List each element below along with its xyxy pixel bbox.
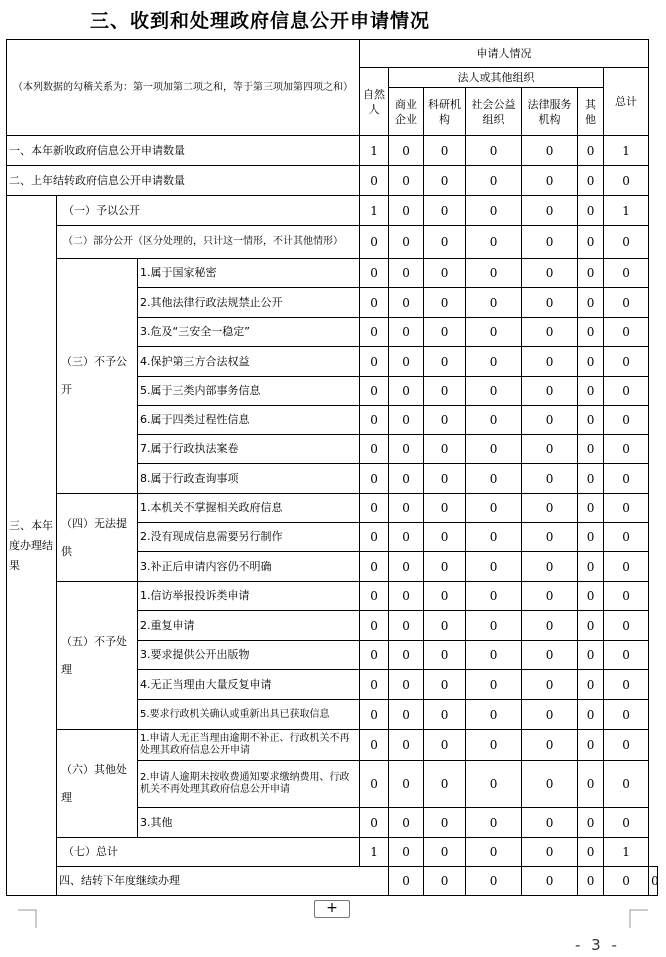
value-cell: 0 — [466, 808, 522, 838]
value-cell: 0 — [389, 523, 424, 552]
value-cell: 0 — [360, 288, 389, 318]
value-cell: 0 — [522, 259, 578, 288]
table-row — [7, 259, 658, 288]
value-cell: 0 — [522, 406, 578, 435]
value-cell: 0 — [389, 136, 424, 166]
value-cell: 0 — [578, 406, 604, 435]
value-cell: 0 — [360, 406, 389, 435]
header-natural: 自然人 — [360, 68, 389, 136]
value-cell: 0 — [466, 611, 522, 641]
value-cell: 0 — [389, 611, 424, 641]
value-cell: 0 — [360, 700, 389, 730]
value-cell: 0 — [466, 435, 522, 464]
value-cell: 0 — [604, 318, 649, 347]
value-cell: 0 — [522, 166, 578, 196]
value-cell: 0 — [424, 347, 466, 377]
value-cell: 0 — [389, 196, 424, 226]
value-cell: 0 — [360, 641, 389, 670]
value-cell: 0 — [466, 552, 522, 582]
value-cell: 1 — [604, 196, 649, 226]
value-cell: 0 — [649, 867, 658, 896]
value-cell: 0 — [389, 377, 424, 406]
row-label-g4-1: 1.本机关不掌握相关政府信息 — [138, 494, 360, 523]
value-cell: 0 — [424, 464, 466, 494]
value-cell: 0 — [604, 406, 649, 435]
value-cell: 0 — [424, 582, 466, 611]
value-cell: 0 — [522, 288, 578, 318]
header-legal-service: 法律服务机构 — [522, 88, 578, 136]
value-cell: 0 — [522, 347, 578, 377]
value-cell: 0 — [466, 670, 522, 700]
row-label-result: 三、本年度办理结果 — [7, 196, 57, 896]
value-cell: 0 — [360, 377, 389, 406]
value-cell: 0 — [389, 288, 424, 318]
table-row — [7, 494, 658, 523]
value-cell: 0 — [360, 523, 389, 552]
value-cell: 0 — [604, 641, 649, 670]
value-cell: 1 — [360, 136, 389, 166]
value-cell: 0 — [578, 196, 604, 226]
value-cell: 0 — [578, 523, 604, 552]
value-cell: 0 — [466, 318, 522, 347]
value-cell: 0 — [360, 435, 389, 464]
value-cell: 0 — [389, 406, 424, 435]
value-cell: 0 — [389, 838, 424, 867]
table-row — [7, 136, 658, 166]
row-label-g5-1: 1.信访举报投诉类申请 — [138, 582, 360, 611]
value-cell: 0 — [389, 867, 424, 896]
row-label-g4-3: 3.补正后申请内容仍不明确 — [138, 552, 360, 582]
value-cell: 0 — [389, 347, 424, 377]
page-number: - 3 - — [575, 936, 620, 954]
value-cell: 0 — [389, 166, 424, 196]
row-label-g3-8: 8.属于行政查询事项 — [138, 464, 360, 494]
row-label-g3-4: 4.保护第三方合法权益 — [138, 347, 360, 377]
value-cell: 0 — [522, 136, 578, 166]
table-row — [7, 730, 658, 761]
value-cell: 0 — [389, 464, 424, 494]
row-label-g3-5: 5.属于三类内部事务信息 — [138, 377, 360, 406]
row-label-g3-1: 1.属于国家秘密 — [138, 259, 360, 288]
value-cell: 0 — [389, 730, 424, 761]
value-cell: 0 — [360, 318, 389, 347]
value-cell: 0 — [604, 670, 649, 700]
header-social: 社会公益组织 — [466, 88, 522, 136]
value-cell: 0 — [389, 494, 424, 523]
value-cell: 0 — [522, 670, 578, 700]
corner-mark-icon — [18, 906, 40, 928]
add-button[interactable]: + — [314, 900, 350, 918]
table-row — [7, 867, 658, 896]
value-cell: 0 — [466, 761, 522, 808]
value-cell: 0 — [604, 494, 649, 523]
table-row — [7, 226, 658, 259]
value-cell: 0 — [578, 494, 604, 523]
table-row — [7, 196, 658, 226]
value-cell: 0 — [466, 259, 522, 288]
value-cell: 0 — [466, 523, 522, 552]
value-cell: 0 — [424, 552, 466, 582]
value-cell: 0 — [578, 259, 604, 288]
value-cell: 0 — [389, 435, 424, 464]
value-cell: 0 — [522, 464, 578, 494]
value-cell: 0 — [578, 867, 604, 896]
value-cell: 0 — [604, 288, 649, 318]
value-cell: 0 — [424, 166, 466, 196]
corner-mark-icon — [626, 906, 648, 928]
value-cell: 0 — [578, 435, 604, 464]
value-cell: 0 — [360, 670, 389, 700]
value-cell: 1 — [360, 838, 389, 867]
value-cell: 0 — [522, 523, 578, 552]
row-label-g3-3: 3.危及“三安全一稳定” — [138, 318, 360, 347]
value-cell: 0 — [424, 318, 466, 347]
value-cell: 0 — [578, 808, 604, 838]
value-cell: 1 — [604, 838, 649, 867]
value-cell: 0 — [424, 136, 466, 166]
value-cell: 0 — [424, 226, 466, 259]
value-cell: 1 — [604, 136, 649, 166]
row-label-carry-next: 四、结转下年度继续办理 — [57, 867, 389, 896]
row-label-carry: 二、上年结转政府信息公开申请数量 — [7, 166, 360, 196]
value-cell: 0 — [424, 670, 466, 700]
value-cell: 0 — [389, 552, 424, 582]
value-cell: 0 — [360, 347, 389, 377]
row-label-g7: （七）总计 — [57, 838, 360, 867]
value-cell: 0 — [466, 347, 522, 377]
value-cell: 0 — [578, 464, 604, 494]
value-cell: 0 — [466, 867, 522, 896]
row-label-g5-2: 2.重复申请 — [138, 611, 360, 641]
value-cell: 0 — [466, 582, 522, 611]
header-commercial: 商业企业 — [389, 88, 424, 136]
row-label-g5-4: 4.无正当理由大量反复申请 — [138, 670, 360, 700]
value-cell: 0 — [578, 611, 604, 641]
value-cell: 0 — [604, 435, 649, 464]
value-cell: 0 — [604, 377, 649, 406]
value-cell: 0 — [522, 838, 578, 867]
value-cell: 0 — [360, 226, 389, 259]
value-cell: 0 — [604, 700, 649, 730]
value-cell: 0 — [360, 552, 389, 582]
value-cell: 0 — [604, 611, 649, 641]
value-cell: 0 — [604, 523, 649, 552]
value-cell: 0 — [604, 259, 649, 288]
value-cell: 0 — [522, 730, 578, 761]
value-cell: 0 — [389, 761, 424, 808]
value-cell: 0 — [424, 761, 466, 808]
value-cell: 0 — [578, 838, 604, 867]
value-cell: 0 — [466, 406, 522, 435]
value-cell: 0 — [604, 347, 649, 377]
value-cell: 0 — [424, 259, 466, 288]
value-cell: 0 — [424, 730, 466, 761]
value-cell: 0 — [604, 808, 649, 838]
value-cell: 0 — [578, 288, 604, 318]
header-other: 其他 — [578, 88, 604, 136]
value-cell: 0 — [424, 867, 466, 896]
value-cell: 0 — [604, 761, 649, 808]
table-row — [7, 166, 658, 196]
page-title: 三、收到和处理政府信息公开申请情况 — [90, 10, 431, 32]
row-label-g3: （三）不予公开 — [57, 259, 138, 494]
value-cell: 0 — [604, 730, 649, 761]
value-cell: 0 — [522, 377, 578, 406]
row-label-g5: （五）不予处理 — [57, 582, 138, 730]
value-cell: 0 — [466, 730, 522, 761]
value-cell: 0 — [389, 670, 424, 700]
value-cell: 0 — [604, 166, 649, 196]
value-cell: 0 — [360, 464, 389, 494]
value-cell: 0 — [424, 838, 466, 867]
value-cell: 0 — [424, 435, 466, 464]
row-label-g3-2: 2.其他法律行政法规禁止公开 — [138, 288, 360, 318]
value-cell: 0 — [578, 166, 604, 196]
header-applicant: 申请人情况 — [360, 40, 649, 68]
value-cell: 0 — [466, 136, 522, 166]
value-cell: 0 — [424, 288, 466, 318]
value-cell: 0 — [604, 582, 649, 611]
value-cell: 0 — [522, 808, 578, 838]
value-cell: 0 — [578, 761, 604, 808]
value-cell: 0 — [466, 166, 522, 196]
value-cell: 0 — [522, 552, 578, 582]
value-cell: 0 — [389, 582, 424, 611]
value-cell: 0 — [578, 700, 604, 730]
value-cell: 0 — [360, 761, 389, 808]
value-cell: 0 — [360, 611, 389, 641]
row-label-g6-3: 3.其他 — [138, 808, 360, 838]
value-cell: 0 — [466, 288, 522, 318]
value-cell: 0 — [466, 838, 522, 867]
value-cell: 0 — [389, 318, 424, 347]
value-cell: 0 — [522, 641, 578, 670]
value-cell: 0 — [578, 318, 604, 347]
value-cell: 0 — [424, 494, 466, 523]
value-cell: 0 — [604, 226, 649, 259]
row-label-g6-1: 1.申请人无正当理由逾期不补正、行政机关不再处理其政府信息公开申请 — [138, 730, 360, 761]
value-cell: 0 — [604, 867, 649, 896]
value-cell: 0 — [578, 377, 604, 406]
row-label-g1: （一）予以公开 — [57, 196, 360, 226]
value-cell: 0 — [604, 552, 649, 582]
value-cell: 0 — [604, 464, 649, 494]
value-cell: 0 — [424, 196, 466, 226]
value-cell: 0 — [522, 761, 578, 808]
header-total: 总计 — [604, 68, 649, 136]
value-cell: 0 — [578, 226, 604, 259]
row-label-g4-2: 2.没有现成信息需要另行制作 — [138, 523, 360, 552]
table-row — [7, 582, 658, 611]
value-cell: 0 — [522, 494, 578, 523]
value-cell: 0 — [578, 347, 604, 377]
value-cell: 0 — [578, 552, 604, 582]
value-cell: 0 — [424, 523, 466, 552]
row-label-g5-5: 5.要求行政机关确认或重新出具已获取信息 — [138, 700, 360, 730]
value-cell: 0 — [424, 611, 466, 641]
row-label-g3-7: 7.属于行政执法案卷 — [138, 435, 360, 464]
value-cell: 0 — [360, 730, 389, 761]
value-cell: 0 — [360, 259, 389, 288]
value-cell: 0 — [389, 808, 424, 838]
value-cell: 0 — [466, 196, 522, 226]
value-cell: 0 — [424, 808, 466, 838]
value-cell: 0 — [466, 494, 522, 523]
value-cell: 0 — [522, 611, 578, 641]
row-label-g4: （四）无法提供 — [57, 494, 138, 582]
row-label-g6: （六）其他处理 — [57, 730, 138, 838]
value-cell: 0 — [578, 582, 604, 611]
value-cell: 0 — [424, 641, 466, 670]
row-label-g5-3: 3.要求提供公开出版物 — [138, 641, 360, 670]
value-cell: 0 — [522, 196, 578, 226]
row-label-g3-6: 6.属于四类过程性信息 — [138, 406, 360, 435]
value-cell: 0 — [424, 377, 466, 406]
value-cell: 0 — [466, 700, 522, 730]
value-cell: 0 — [389, 226, 424, 259]
value-cell: 0 — [360, 494, 389, 523]
value-cell: 0 — [578, 730, 604, 761]
value-cell: 0 — [522, 582, 578, 611]
row-label-new: 一、本年新收政府信息公开申请数量 — [7, 136, 360, 166]
value-cell: 0 — [522, 700, 578, 730]
header-research: 科研机构 — [424, 88, 466, 136]
value-cell: 0 — [466, 377, 522, 406]
row-label-g6-2: 2.申请人逾期未按收费通知要求缴纳费用、行政机关不再处理其政府信息公开申请 — [138, 761, 360, 808]
table-row — [7, 838, 658, 867]
value-cell: 0 — [389, 259, 424, 288]
value-cell: 0 — [578, 641, 604, 670]
value-cell: 0 — [466, 464, 522, 494]
value-cell: 0 — [578, 136, 604, 166]
value-cell: 0 — [389, 641, 424, 670]
value-cell: 0 — [466, 641, 522, 670]
value-cell: 0 — [578, 670, 604, 700]
value-cell: 0 — [522, 318, 578, 347]
value-cell: 0 — [360, 582, 389, 611]
value-cell: 0 — [424, 406, 466, 435]
value-cell: 0 — [466, 226, 522, 259]
value-cell: 0 — [522, 867, 578, 896]
row-label-g2: （二）部分公开（区分处理的，只计这一情形，不计其他情形） — [57, 226, 360, 259]
value-cell: 0 — [389, 700, 424, 730]
value-cell: 0 — [360, 166, 389, 196]
header-legal-group: 法人或其他组织 — [389, 68, 604, 88]
value-cell: 0 — [360, 808, 389, 838]
value-cell: 1 — [360, 196, 389, 226]
header-note: （本列数据的勾稽关系为：第一项加第二项之和，等于第三项加第四项之和） — [7, 40, 360, 136]
value-cell: 0 — [522, 226, 578, 259]
value-cell: 0 — [522, 435, 578, 464]
statistics-table — [6, 39, 658, 896]
value-cell: 0 — [424, 700, 466, 730]
